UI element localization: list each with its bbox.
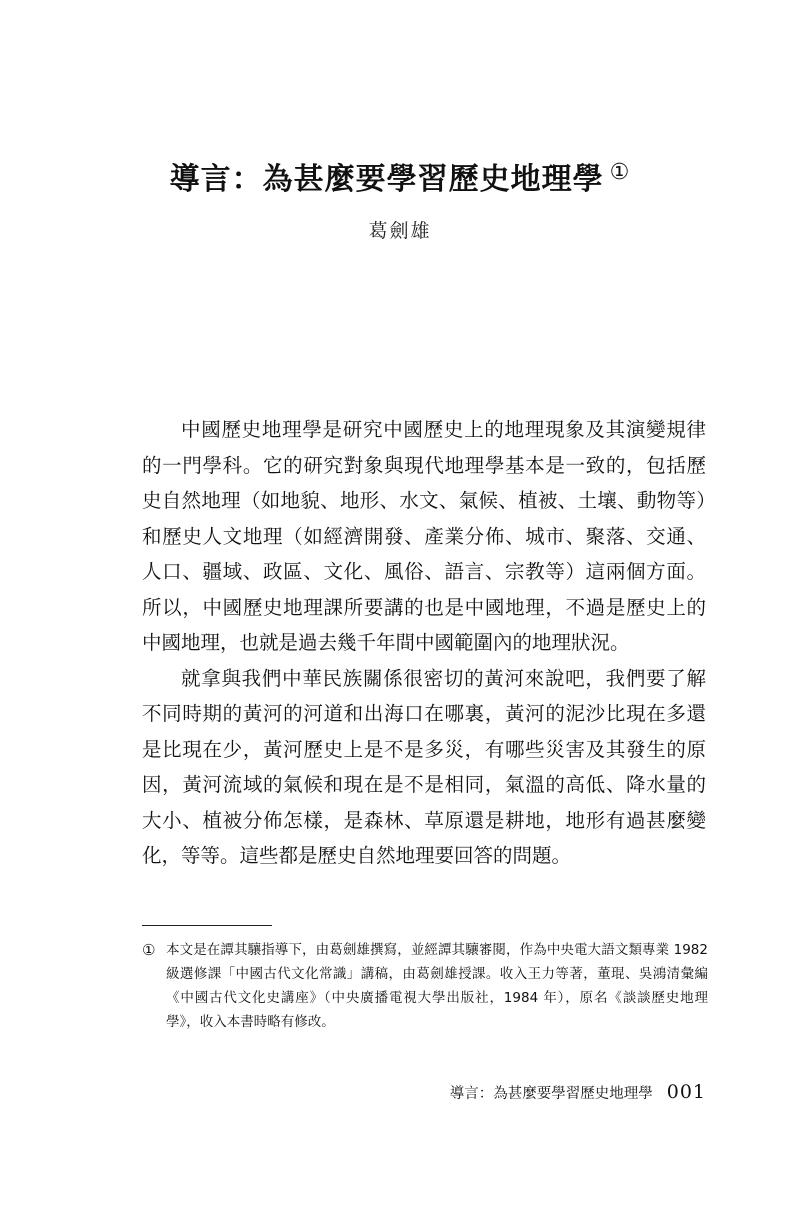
footnote-text: 本文是在譚其驤指導下，由葛劍雄撰寫，並經譚其驤審閱，作為中央電大語文類專業 1982 級選修課「中國古代文化常識」講稿，由葛劍雄授課。收入王力等著，董琨、吳鴻清彙編《中國古代文化史講座》（中央廣播電視大學出版社，1984 年），原名《談談歷史地理學》，收入本書時略有修改。 — [166, 942, 708, 1030]
title-footnote-marker[interactable]: ① — [609, 160, 631, 186]
body-paragraph-2: 就拿與我們中華民族關係很密切的黃河來說吧，我們要了解不同時期的黃河的河道和出海口在哪裏，黃河的泥沙比現在多還是比現在少，黃河歷史上是不是多災，有哪些災害及其發生的原因，黃河流域的氣候和現在是不是相同，氣溫的高低、降水量的大小、植被分佈怎樣，是森林、草原還是耕地，地形有過甚麼變化，等等。這些都是歷史自然地理要回答的問題。 — [142, 666, 706, 867]
running-footer-title: 導言：為甚麼要學習歷史地理學 — [449, 1086, 653, 1102]
chapter-title — [0, 158, 800, 205]
footnote-marker: ① — [142, 941, 156, 959]
page-number: 001 — [666, 1081, 706, 1103]
running-footer — [450, 1081, 706, 1103]
body-text — [142, 412, 706, 874]
author-name: 葛劍雄 — [368, 220, 432, 242]
chapter-title-text: 導言：為甚麼要學習歷史地理學 — [169, 162, 604, 198]
body-paragraph-1: 中國歷史地理學是研究中國歷史上的地理現象及其演變規律的一門學科。它的研究對象與現代地理學基本是一致的，包括歷史自然地理（如地貌、地形、水文、氣候、植被、土壤、動物等）和歷史人文地理（如經濟開發、產業分佈、城市、聚落、交通、人口、疆域、政區、文化、風俗、語言、宗教等）這兩個方面。所以，中國歷史地理課所要講的也是中國地理，不過是歷史上的中國地理，也就是過去幾千年間中國範圍內的地理狀況。 — [142, 418, 706, 654]
footnote — [142, 938, 708, 1034]
footnote-divider — [142, 925, 272, 926]
